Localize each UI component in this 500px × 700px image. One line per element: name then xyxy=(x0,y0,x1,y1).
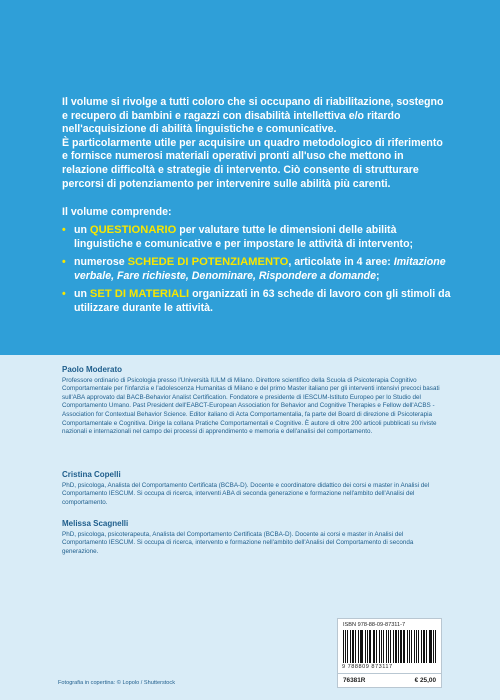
barcode-stripe xyxy=(433,630,434,663)
barcode-stripe xyxy=(365,630,366,663)
highlight-questionario: QUESTIONARIO xyxy=(89,224,177,236)
barcode-number: 9 788809 873117 xyxy=(342,664,393,670)
barcode-stripe xyxy=(429,630,430,663)
barcode-stripe xyxy=(350,630,351,663)
list-item: • numerose SCHEDE DI POTENZIAMENTO, articolate in 4 aree: Imitazione verbale, Fare richieste, Denominare, Rispondere a domande; xyxy=(62,256,446,282)
contents-heading: Il volume comprende: xyxy=(62,206,172,218)
author-description: Professore ordinario di Psicologia presso l'Università IULM di Milano. Direttore scientifico della Scuola di Psicoterapia Cognitivo Comportamentale per l'infanzia e l'adolescenza Humanitas di Milano e del primo Master italiano per gli interventi intensivi precoci basati sull'ABA approvato dal BACB-Behavior Analist Certification. Fondatore e presidente di IESCUM-Istituto Europeo per lo Studio del Comportamento Umano. Past President dell'EABCT-European Association for Behavior and Cognitive Therapies e Fellow dell'ACBS - Association for Contextual Behavior Science. Editor italiano di Acta Comportamentalia, fa parte del Board di direzione di Psicoterapia Comportamentale e Cognitiva. Dirige la collana Pratiche Comportamentali e Cognitive. È autore di oltre 200 articoli pubblicati su riviste nazionali e internazionali nel campo dei processi di apprendimento e memoria e dell'analisi del comportamento. xyxy=(62,376,440,436)
barcode-label xyxy=(337,618,442,688)
barcode-stripe xyxy=(343,630,344,663)
barcode-bars xyxy=(343,630,437,663)
barcode-stripe xyxy=(400,630,401,663)
barcode-stripe xyxy=(409,630,410,663)
barcode-stripe xyxy=(355,630,356,663)
author-bio xyxy=(62,366,442,437)
barcode-stripe xyxy=(388,630,389,663)
barcode-stripe xyxy=(393,630,394,663)
barcode-stripe xyxy=(435,630,436,663)
author-description: PhD, psicologa, Analista del Comportamento Certificata (BCBA-D). Docente e coordinatore didattico dei corsi e master in Analisi del Comportamento IESCUM. Si occupa di ricerca, interventi ABA di seconda generazione e formazione nell'ambito dell'Analisi del comportamento. xyxy=(62,481,430,506)
bullet-icon: • xyxy=(62,256,66,269)
barcode-stripe xyxy=(404,630,405,663)
price: € 25,00 xyxy=(414,677,436,684)
author-description: PhD, psicologa, psicoterapeuta, Analista del Comportamento Certificata (BCBA-D). Docente ai corsi e master in Analisi del Comportamento IESCUM. Si occupa di ricerca, intervento e formazione nell'ambito dell'Analisi del Comportamento di seconda generazione. xyxy=(62,530,414,555)
author-bio xyxy=(62,520,442,556)
barcode-stripe xyxy=(403,630,404,663)
barcode-stripe xyxy=(358,630,359,663)
author-name: Cristina Copelli xyxy=(62,470,121,479)
barcode-stripe xyxy=(390,630,391,663)
list-item: • un SET DI MATERIALI organizzati in 63 schede di lavoro con gli stimoli da utilizzare durante le attività. xyxy=(62,288,451,314)
barcode-stripe xyxy=(345,630,346,663)
barcode-stripe xyxy=(369,630,371,663)
barcode-stripe xyxy=(416,630,417,663)
highlight-schede: SCHEDE DI POTENZIAMENTO xyxy=(127,256,289,269)
barcode-stripe xyxy=(407,630,408,663)
author-name: Melissa Scagnelli xyxy=(62,519,129,528)
bullet-icon: • xyxy=(62,224,66,236)
intro-text xyxy=(62,96,446,191)
barcode-stripe xyxy=(418,630,419,663)
barcode-stripe xyxy=(430,630,431,663)
photo-credit: Fotografia in copertina: © Lopolo / Shutterstock xyxy=(58,680,175,686)
intro-paragraph-2: È particolarmente utile per acquisire un quadro metodologico di riferimento e fornisce numerosi materiali operativi pronti all'uso che mettono in relazione difficoltà e strategie di intervento. Ciò consente di strutturare percorsi di potenziamento per intervenire sulle abilità più carenti. xyxy=(62,136,443,190)
product-code: 76381R xyxy=(343,677,366,684)
intro-paragraph-1: Il volume si rivolge a tutti coloro che si occupano di riabilitazione, sostegno e recupero di bambini e ragazzi con disabilità intellettiva e/o ritardo nell'acquisizione di abilità linguistiche e comunicative. xyxy=(62,96,444,136)
author-bio xyxy=(62,471,442,507)
barcode-stripe xyxy=(379,630,380,663)
highlight-set-materiali: SET DI MATERIALI xyxy=(89,288,190,301)
barcode-stripe xyxy=(360,630,361,663)
isbn-text: ISBN 978-88-09-87311-7 xyxy=(343,622,406,628)
barcode-stripe xyxy=(386,630,387,663)
barcode-stripe xyxy=(398,630,399,663)
areas-list: Imitazione verbale, Fare richieste, Denominare, Rispondere a domande xyxy=(74,256,446,282)
author-name: Paolo Moderato xyxy=(62,365,123,374)
barcode-stripe xyxy=(347,630,348,663)
barcode-stripe xyxy=(367,630,368,663)
barcode-stripe xyxy=(374,630,375,663)
barcode-stripe xyxy=(423,630,425,663)
barcode-stripe xyxy=(381,630,382,663)
barcode-stripe xyxy=(373,630,374,663)
barcode-stripe xyxy=(376,630,377,663)
barcode-stripe xyxy=(383,630,384,663)
contents-list xyxy=(62,224,454,321)
barcode-stripe xyxy=(361,630,362,663)
barcode-stripe xyxy=(426,630,427,663)
list-item: • un QUESTIONARIO per valutare tutte le dimensioni delle abilità linguistiche e comunicative e per impostare le attività di intervento; xyxy=(62,224,414,250)
barcode-stripe xyxy=(352,630,354,663)
barcode-stripe xyxy=(411,630,412,663)
bullet-icon: • xyxy=(62,288,66,301)
barcode-stripe xyxy=(421,630,422,663)
price-row xyxy=(338,673,441,688)
barcode-stripe xyxy=(414,630,415,663)
barcode-stripe xyxy=(395,630,397,663)
